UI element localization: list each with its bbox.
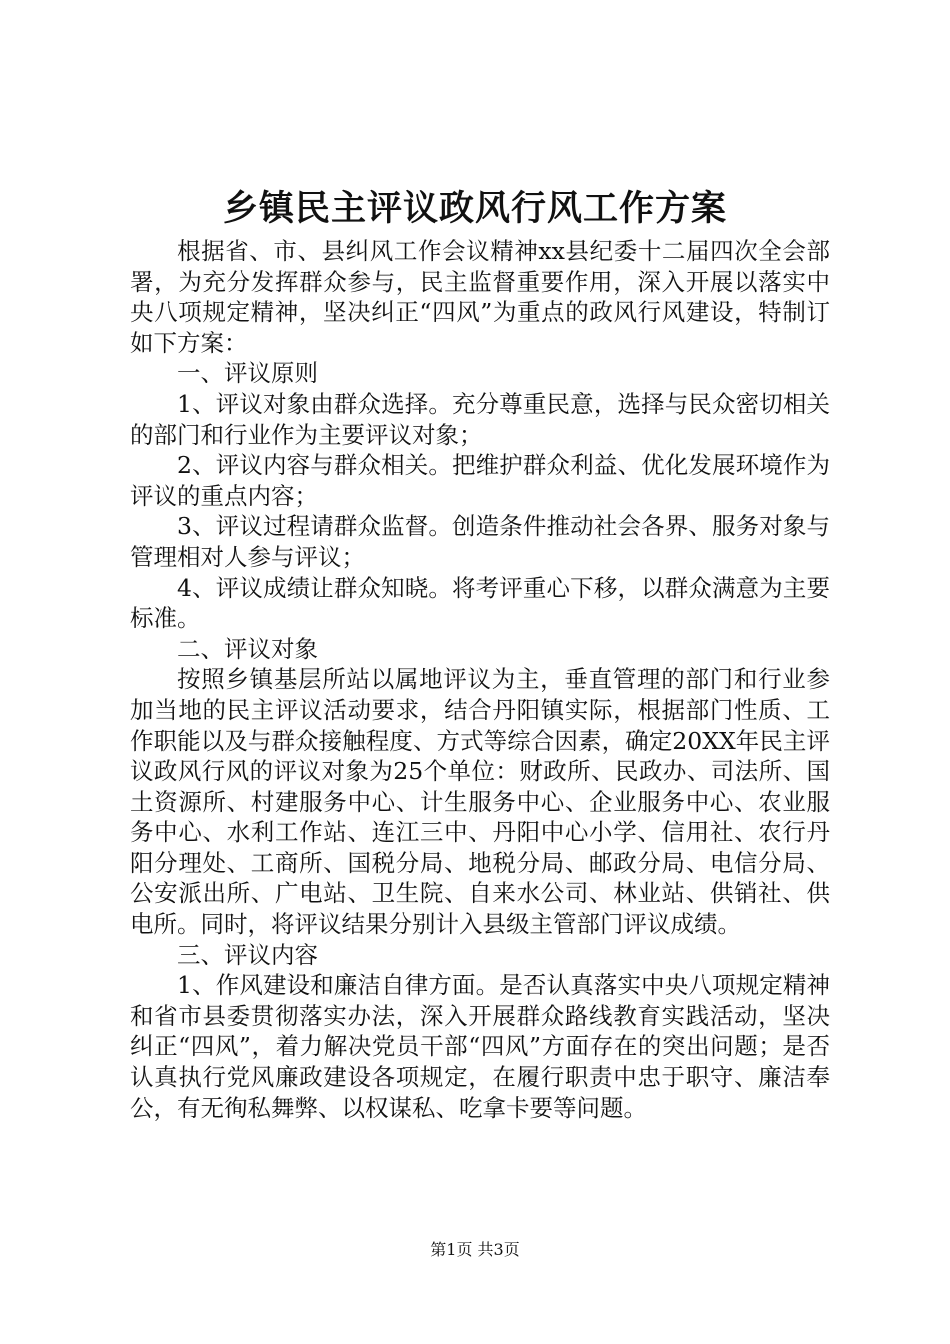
section-heading-targets: 二、评议对象 [177, 634, 318, 663]
document-title: 乡镇民主评议政风行风工作方案 [222, 188, 727, 229]
principle-item-1: 1、评议对象由群众选择。充分尊重民意，选择与民众密切相关的部门和行业作为主要评议对象； [130, 389, 830, 449]
principle-item-4: 4、评议成绩让群众知晓。将考评重心下移，以群众满意为主要标准。 [130, 573, 830, 633]
section-heading-principles: 一、评议原则 [177, 359, 318, 388]
principle-item-2: 2、评议内容与群众相关。把维护群众利益、优化发展环境作为评议的重点内容； [130, 451, 830, 510]
document-body [130, 236, 830, 1123]
targets-paragraph: 按照乡镇基层所站以属地评议为主，垂直管理的部门和行业参加当地的民主评议活动要求，结合丹阳镇实际，根据部门性质、工作职能以及与群众接触程度、方式等综合因素，确定20XX年民主评议政风行风的评议对象为25个单位：财政所、民政办、司法所、国土资源所、村建服务中心、计生服务中心、企业服务中心、农业服务中心、水利工作站、连江三中、丹阳中心小学、信用社、农行丹阳分理处、工商所、国税分局、地税分局、邮政分局、电信分局、公安派出所、广电站、卫生院、自来水公司、林业站、供销社、供电所。同时，将评议结果分别计入县级主管部门评议成绩。 [130, 665, 830, 939]
principle-item-3: 3、评议过程请群众监督。创造条件推动社会各界、服务对象与管理相对人参与评议； [130, 512, 830, 571]
intro-paragraph: 根据省、市、县纠风工作会议精神xx县纪委十二届四次全会部署，为充分发挥群众参与，民主监督重要作用，深入开展以落实中央八项规定精神，坚决纠正“四风”为重点的政风行风建设，特制订如下方案： [130, 237, 830, 357]
content-item-1: 1、作风建设和廉洁自律方面。是否认真落实中央八项规定精神和省市县委贯彻落实办法，深入开展群众路线教育实践活动，坚决纠正“四风”，着力解决党员干部“四风”方面存在的突出问题；是否认真执行党风廉政建设各项规定，在履行职责中忠于职守、廉洁奉公，有无徇私舞弊、以权谋私、吃拿卡要等问题。 [130, 971, 830, 1122]
section-heading-content: 三、评议内容 [177, 940, 318, 969]
page-footer: 第1页 共3页 [430, 1240, 520, 1259]
